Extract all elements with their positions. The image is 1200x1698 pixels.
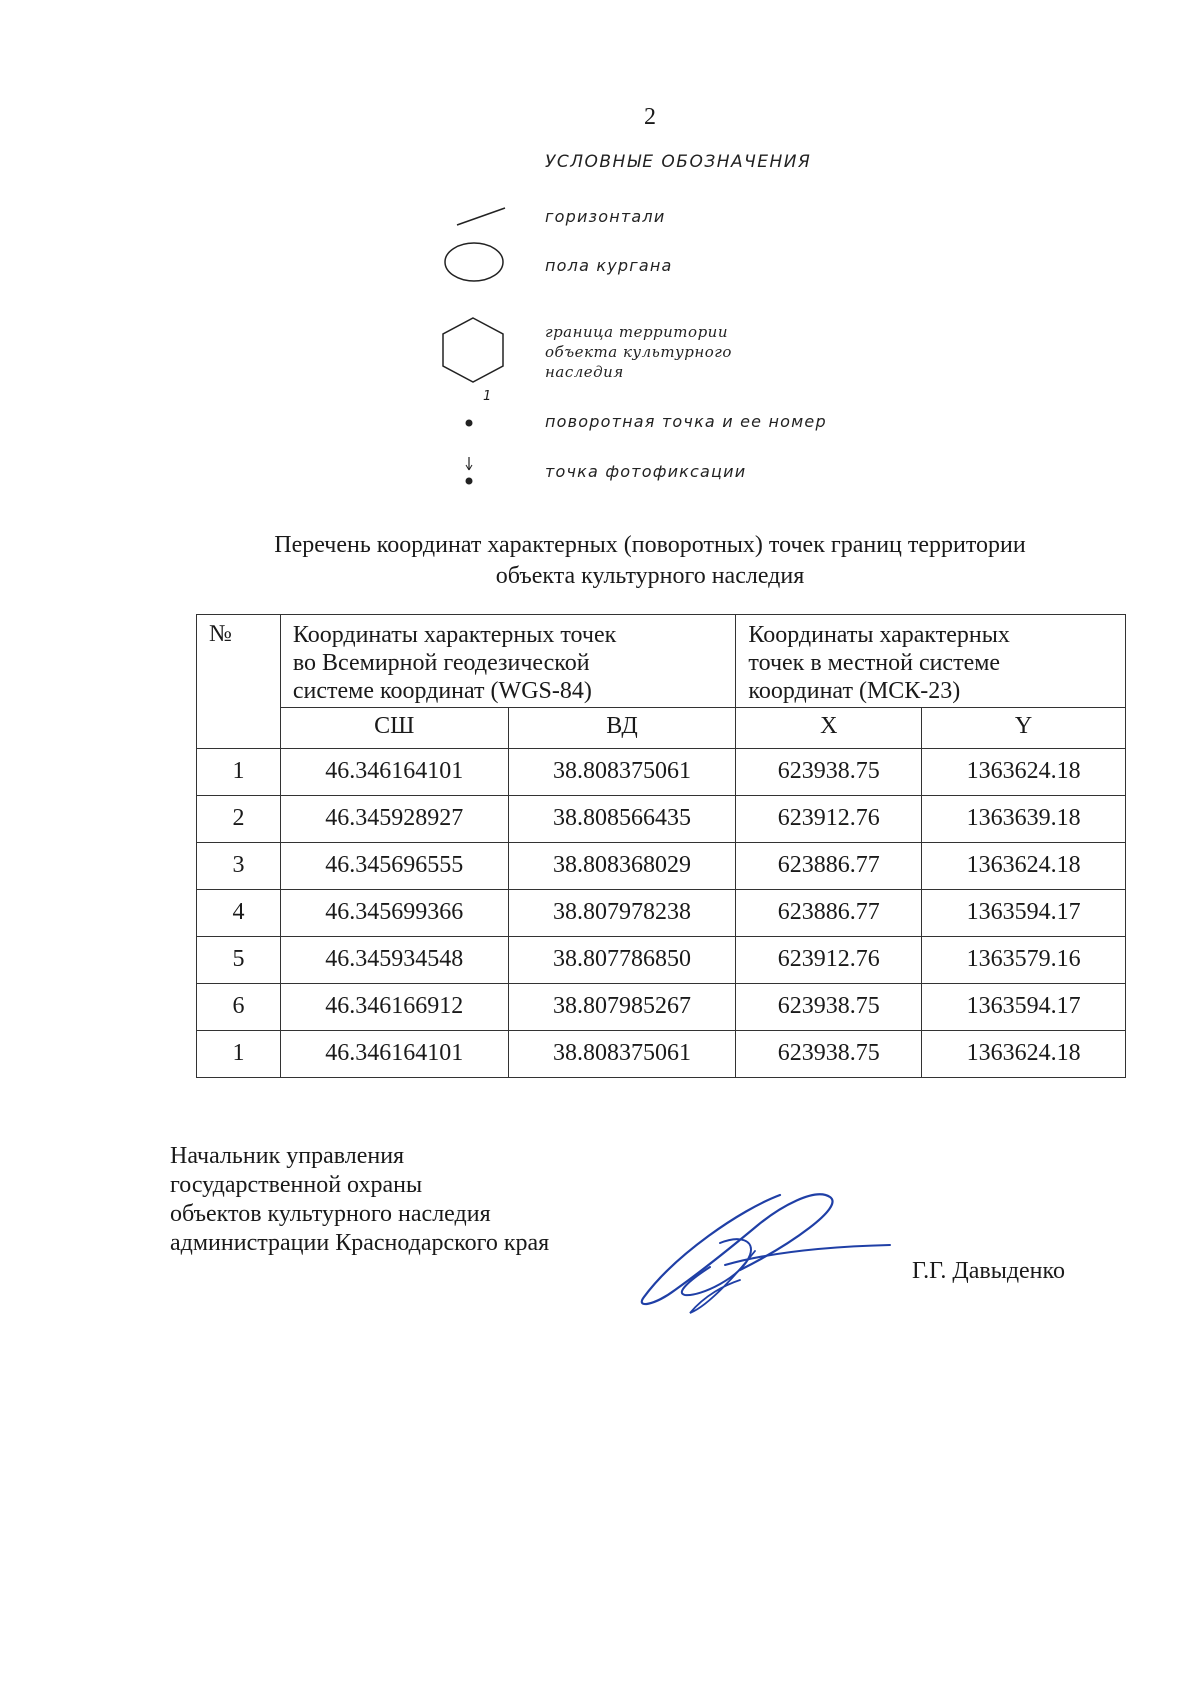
legend-label-mound-floor: пола кургана [545, 256, 673, 275]
signer-name: Г.Г. Давыденко [912, 1258, 1065, 1284]
cell-x: 623912.76 [736, 937, 922, 984]
cell-y: 1363639.18 [922, 796, 1126, 843]
cell-number: 6 [197, 984, 281, 1031]
cell-latitude: 46.345699366 [280, 890, 508, 937]
legend-label-contours: горизонтали [545, 207, 666, 226]
header-msk23-line: точек в местной системе [748, 650, 1001, 676]
signatory-title-line: объектов культурного наследия [170, 1201, 491, 1227]
legend-label-boundary [545, 322, 732, 382]
table-header-row [197, 615, 1126, 708]
header-wgs84 [280, 615, 736, 708]
cell-longitude: 38.808375061 [508, 1031, 736, 1078]
table-heading-line: объекта культурного наследия [495, 563, 805, 589]
cell-y: 1363624.18 [922, 1031, 1126, 1078]
table-subheader-row [197, 708, 1126, 749]
coordinates-table [196, 614, 1126, 1078]
table-heading [150, 530, 1150, 592]
dot-icon [462, 416, 476, 430]
cell-y: 1363624.18 [922, 749, 1126, 796]
table-row [197, 984, 1126, 1031]
table-heading-line: Перечень координат характерных (поворотных) точек границ территории [274, 532, 1026, 558]
cell-longitude: 38.807786850 [508, 937, 736, 984]
header-longitude: ВД [508, 708, 736, 749]
header-msk23-line: Координаты характерных [748, 622, 1010, 648]
legend-label-photo-point: точка фотофиксации [545, 462, 747, 481]
cell-x: 623886.77 [736, 843, 922, 890]
ellipse-icon [443, 240, 507, 284]
header-wgs84-line: Координаты характерных точек [292, 622, 617, 648]
hexagon-icon [440, 315, 506, 385]
table-row [197, 1031, 1126, 1078]
cell-latitude: 46.346164101 [280, 749, 508, 796]
signatory-title-line: государственной охраны [170, 1172, 423, 1198]
cell-y: 1363579.16 [922, 937, 1126, 984]
table-row [197, 937, 1126, 984]
point-number: 1 [483, 389, 492, 404]
header-msk23-line: координат (МСК-23) [748, 678, 961, 704]
contour-line-icon [455, 205, 507, 227]
cell-x: 623938.75 [736, 749, 922, 796]
cell-y: 1363594.17 [922, 890, 1126, 937]
header-number: № [197, 615, 281, 749]
cell-latitude: 46.346164101 [280, 1031, 508, 1078]
handwritten-signature [630, 1185, 920, 1315]
header-latitude: СШ [280, 708, 508, 749]
table-row [197, 843, 1126, 890]
signatory-title [170, 1142, 549, 1258]
cell-number: 2 [197, 796, 281, 843]
cell-x: 623938.75 [736, 1031, 922, 1078]
cell-longitude: 38.807985267 [508, 984, 736, 1031]
cell-longitude: 38.807978238 [508, 890, 736, 937]
cell-latitude: 46.345934548 [280, 937, 508, 984]
signatory-title-line: администрации Краснодарского края [170, 1230, 550, 1256]
photo-point-icon [462, 455, 476, 489]
cell-number: 4 [197, 890, 281, 937]
table-row [197, 796, 1126, 843]
cell-number: 1 [197, 1031, 281, 1078]
cell-number: 1 [197, 749, 281, 796]
cell-latitude: 46.345928927 [280, 796, 508, 843]
cell-number: 5 [197, 937, 281, 984]
header-wgs84-line: системе координат (WGS-84) [292, 678, 592, 704]
cell-latitude: 46.346166912 [280, 984, 508, 1031]
table-row [197, 749, 1126, 796]
header-y: Y [922, 708, 1126, 749]
header-wgs84-line: во Всемирной геодезической [292, 650, 590, 676]
cell-y: 1363624.18 [922, 843, 1126, 890]
cell-x: 623938.75 [736, 984, 922, 1031]
table-row [197, 890, 1126, 937]
legend-label-boundary-line: наследия [545, 363, 624, 381]
page-number: 2 [644, 104, 656, 130]
cell-x: 623886.77 [736, 890, 922, 937]
legend-title: УСЛОВНЫЕ ОБОЗНАЧЕНИЯ [545, 152, 812, 172]
cell-latitude: 46.345696555 [280, 843, 508, 890]
cell-y: 1363594.17 [922, 984, 1126, 1031]
cell-longitude: 38.808566435 [508, 796, 736, 843]
legend-label-turning-point: поворотная точка и ее номер [545, 412, 827, 431]
signatory-title-line: Начальник управления [170, 1143, 405, 1169]
legend-label-boundary-line: объекта культурного [545, 343, 732, 361]
cell-longitude: 38.808375061 [508, 749, 736, 796]
header-msk23 [736, 615, 1126, 708]
legend-label-boundary-line: граница территории [545, 323, 728, 341]
header-x: X [736, 708, 922, 749]
cell-number: 3 [197, 843, 281, 890]
cell-x: 623912.76 [736, 796, 922, 843]
cell-longitude: 38.808368029 [508, 843, 736, 890]
